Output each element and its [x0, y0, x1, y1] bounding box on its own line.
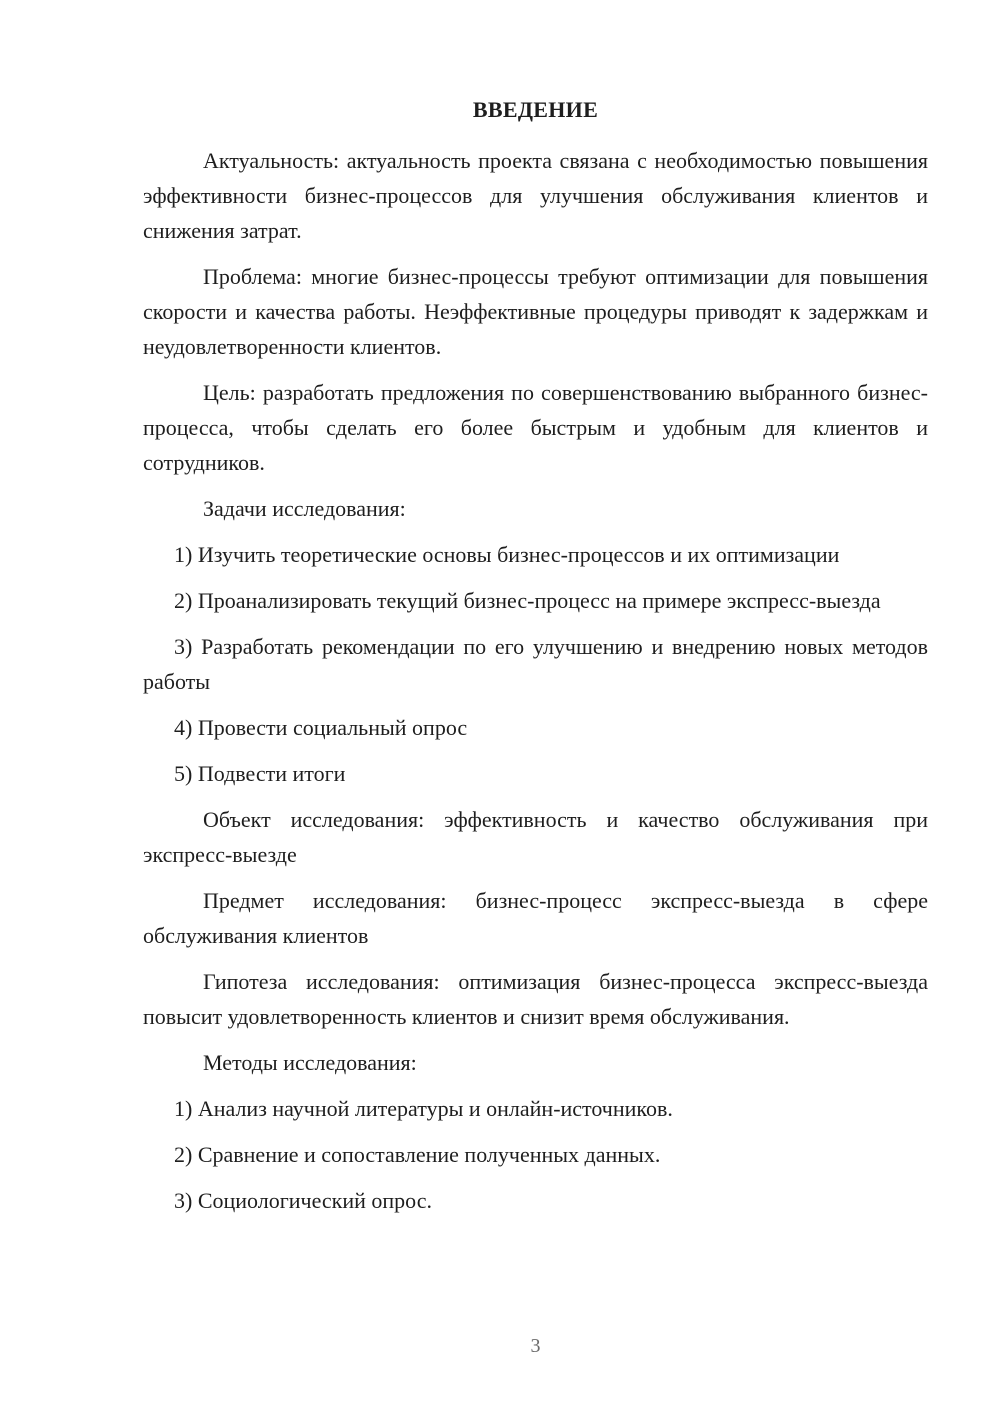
relevance-paragraph: Актуальность: актуальность проекта связана с необходимостью повышения эффективности бизнес-процессов для улучшения обслуживания клиентов и снижения затрат.: [143, 148, 928, 243]
page-number: 3: [530, 1335, 541, 1357]
task-item: 1) Изучить теоретические основы бизнес-процессов и их оптимизации: [174, 542, 840, 567]
hypothesis-paragraph: Гипотеза исследования: оптимизация бизнес-процесса экспресс-выезда повысит удовлетворенность клиентов и снизит время обслуживания.: [143, 969, 928, 1029]
tasks-title: Задачи исследования:: [203, 496, 406, 521]
method-item: 1) Анализ научной литературы и онлайн-источников.: [174, 1096, 673, 1121]
subject-paragraph: Предмет исследования: бизнес-процесс экспресс-выезда в сфере обслуживания клиентов: [143, 888, 928, 948]
body-text: [143, 143, 928, 1218]
task-item: 5) Подвести итоги: [174, 761, 346, 786]
problem-paragraph: Проблема: многие бизнес-процессы требуют оптимизации для повышения скорости и качества работы. Неэффективные процедуры приводят к задержкам и неудовлетворенности клиентов.: [143, 264, 928, 359]
method-item: 3) Социологический опрос.: [174, 1188, 432, 1213]
method-item: 2) Сравнение и сопоставление полученных данных.: [174, 1142, 661, 1167]
task-item: 2) Проанализировать текущий бизнес-процесс на примере экспресс-выезда: [174, 588, 881, 613]
section-heading: ВВЕДЕНИЕ: [472, 97, 599, 122]
task-item: 4) Провести социальный опрос: [174, 715, 468, 740]
task-item: 3) Разработать рекомендации по его улучшению и внедрению новых методов работы: [143, 634, 928, 694]
goal-paragraph: Цель: разработать предложения по совершенствованию выбранного бизнес-процесса, чтобы сделать его более быстрым и удобным для клиентов и сотрудников.: [143, 380, 928, 475]
methods-title: Методы исследования:: [203, 1050, 417, 1075]
object-paragraph: Объект исследования: эффективность и качество обслуживания при экспресс-выезде: [143, 807, 928, 867]
